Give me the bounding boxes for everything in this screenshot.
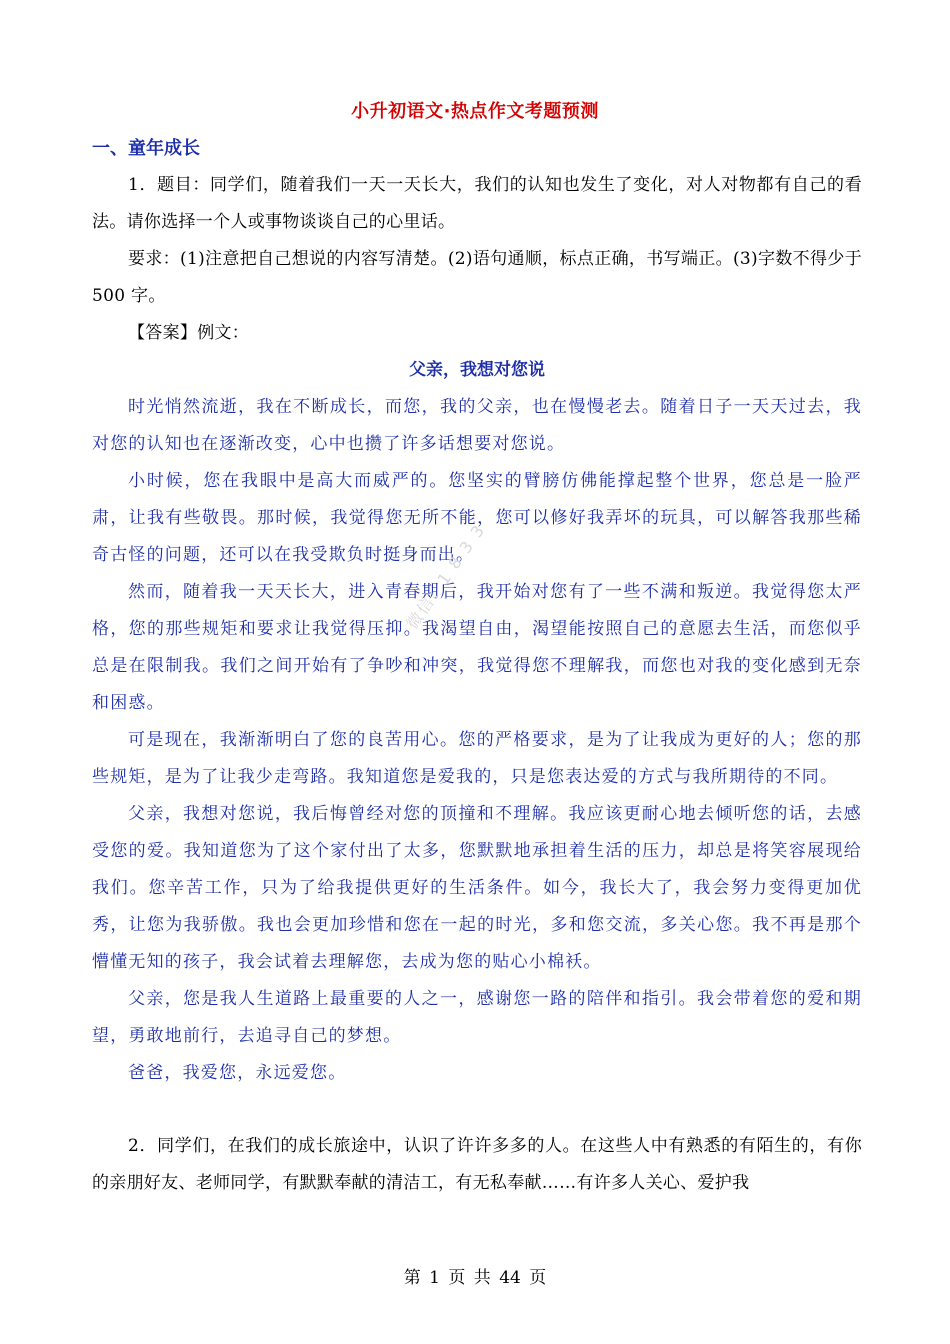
question-2-prompt: 2．同学们，在我们的成长旅途中，认识了许许多多的人。在这些人中有熟悉的有陌生的，有你的亲朋好友、老师同学，有默默奉献的清洁工，有无私奉献……有许多人关心、爱护我: [92, 1136, 862, 1193]
essay-title: 父亲，我想对您说: [409, 360, 545, 380]
question-1-requirements: 要求：(1)注意把自己想说的内容写清楚。(2)语句通顺，标点正确，书写端正。(3)字数不得少于 500 字。: [92, 249, 862, 306]
section-heading: 一、童年成长: [92, 138, 200, 159]
answer-label: 【答案】例文：: [128, 323, 250, 343]
essay-paragraph: 然而，随着我一天天长大，进入青春期后，我开始对您有了一些不满和叛逆。我觉得您太严格，您的那些规矩和要求让我觉得压抑。我渴望自由，渴望能按照自己的意愿去生活，而您似乎总是在限制我。我们之间开始有了争吵和冲突，我觉得您不理解我，而您也对我的变化感到无奈和困惑。: [92, 582, 862, 713]
page-number-footer: 第 1 页 共 44 页: [403, 1268, 547, 1288]
spacer: [92, 1092, 862, 1128]
essay-paragraph: 小时候，您在我眼中是高大而威严的。您坚实的臂膀仿佛能撑起整个世界，您总是一脸严肃，让我有些敬畏。那时候，我觉得您无所不能，您可以修好我弄坏的玩具，可以解答我那些稀奇古怪的问题，还可以在我受欺负时挺身而出。: [92, 471, 862, 565]
essay-paragraph: 父亲，您是我人生道路上最重要的人之一，感谢您一路的陪伴和指引。我会带着您的爱和期望，勇敢地前行，去追寻自己的梦想。: [92, 989, 862, 1046]
essay-paragraph: 时光悄然流逝，我在不断成长，而您，我的父亲，也在慢慢老去。随着日子一天天过去，我对您的认知也在逐渐改变，心中也攒了许多话想要对您说。: [92, 397, 862, 454]
watermark: 微信：1 8 3 3: [402, 520, 490, 633]
example-essay: [92, 352, 862, 1092]
essay-paragraph: 可是现在，我渐渐明白了您的良苦用心。您的严格要求，是为了让我成为更好的人；您的那些规矩，是为了让我少走弯路。我知道您是爱我的，只是您表达爱的方式与我所期待的不同。: [92, 730, 862, 787]
document-body: [92, 167, 862, 1202]
essay-paragraph: 爸爸，我爱您，永远爱您。: [128, 1063, 347, 1083]
essay-paragraph: 父亲，我想对您说，我后悔曾经对您的顶撞和不理解。我应该更耐心地去倾听您的话，去感受您的爱。我知道您为了这个家付出了太多，您默默地承担着生活的压力，却总是将笑容展现给我们。您辛苦工作，只为了给我提供更好的生活条件。如今，我长大了，我会努力变得更加优秀，让您为我骄傲。我也会更加珍惜和您在一起的时光，多和您交流，多关心您。我不再是那个懵懂无知的孩子，我会试着去理解您，去成为您的贴心小棉袄。: [92, 804, 862, 972]
question-1-prompt: 1．题目：同学们，随着我们一天一天长大，我们的认知也发生了变化，对人对物都有自己的看法。请你选择一个人或事物谈谈自己的心里话。: [92, 175, 862, 232]
document-title: 小升初语文·热点作文考题预测: [351, 101, 599, 122]
